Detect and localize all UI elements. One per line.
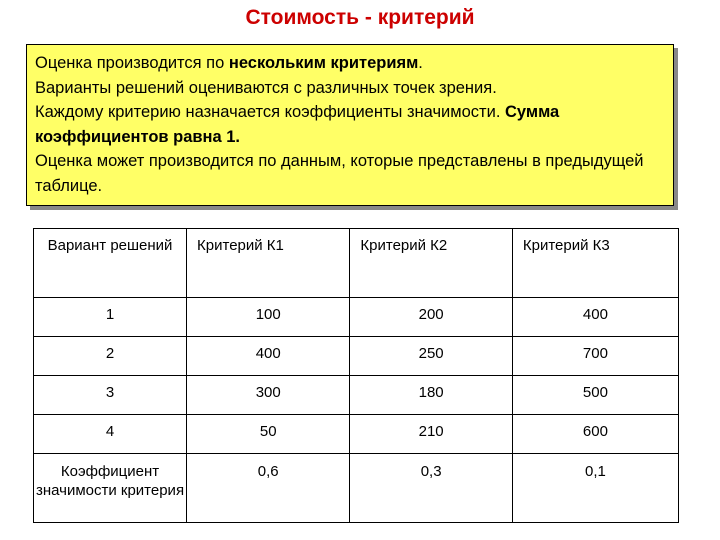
- weights-row: [34, 454, 679, 523]
- table-cell: 250: [350, 337, 512, 376]
- table-cell: 400: [187, 337, 350, 376]
- table-cell: 1: [34, 298, 187, 337]
- note-line3-a: Каждому критерию назначается коэффициенты значимости.: [35, 103, 505, 121]
- criteria-table: [33, 228, 679, 523]
- table-row: [34, 298, 679, 337]
- page-title: Стоимость - критерий: [245, 6, 475, 29]
- header-k3: Критерий К3: [512, 229, 678, 298]
- table-row: [34, 415, 679, 454]
- table-cell: 300: [187, 376, 350, 415]
- table-row: [34, 376, 679, 415]
- note-line1-bold: нескольким критериям: [228, 54, 419, 72]
- note-line3-bold: Сумма коэффициентов равна 1.: [35, 103, 560, 146]
- weight-k2: 0,3: [350, 454, 512, 523]
- header-variant: Вариант решений: [34, 229, 187, 298]
- note-line4: Оценка может производится по данным, которые представлены в предыдущей таблице.: [35, 152, 644, 195]
- weight-k3: 0,1: [512, 454, 678, 523]
- weights-label: Коэффициент значимости критерия: [34, 454, 187, 523]
- table-row: [34, 337, 679, 376]
- table-cell: 3: [34, 376, 187, 415]
- table-cell: 2: [34, 337, 187, 376]
- note-line1-c: .: [418, 54, 423, 72]
- table-cell: 700: [512, 337, 678, 376]
- table-cell: 400: [512, 298, 678, 337]
- table-cell: 50: [187, 415, 350, 454]
- table-cell: 180: [350, 376, 512, 415]
- header-k1: Критерий К1: [187, 229, 350, 298]
- note-line2: Варианты решений оцениваются с различных точек зрения.: [35, 78, 497, 97]
- note-line1-a: Оценка производится по: [35, 54, 229, 72]
- table-cell: 600: [512, 415, 678, 454]
- table-cell: 100: [187, 298, 350, 337]
- description-box: [26, 44, 674, 206]
- table-cell: 4: [34, 415, 187, 454]
- weight-k1: 0,6: [187, 454, 350, 523]
- table-cell: 500: [512, 376, 678, 415]
- table-header-row: [34, 229, 679, 298]
- table-cell: 210: [350, 415, 512, 454]
- header-k2: Критерий К2: [350, 229, 512, 298]
- table-cell: 200: [350, 298, 512, 337]
